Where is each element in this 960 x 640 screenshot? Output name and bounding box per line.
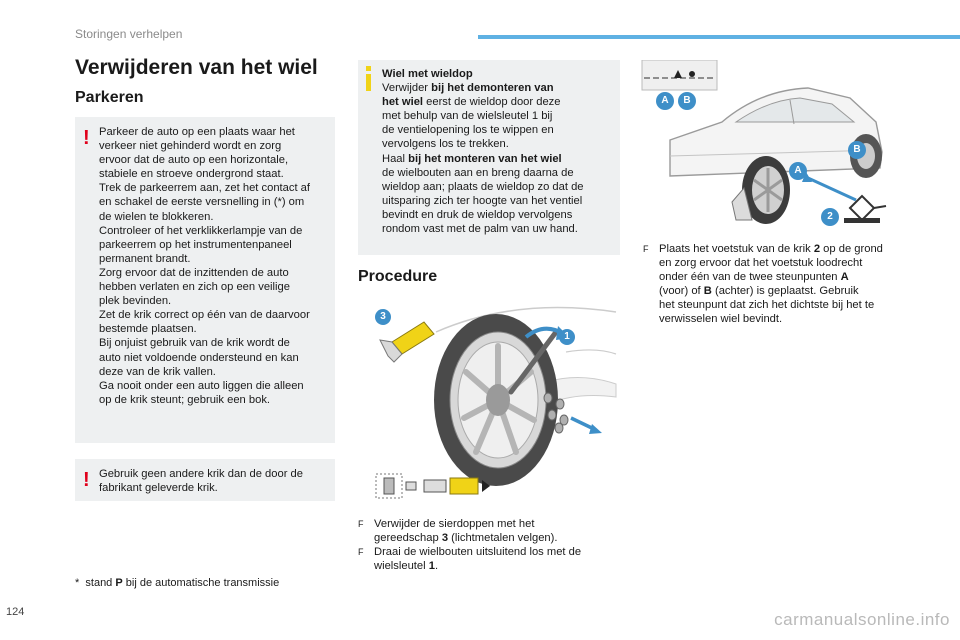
header-accent-bar [478,35,960,39]
procedure-steps [358,517,620,573]
callout-a-front: A [789,162,807,180]
warning-icon: ! [83,469,90,491]
krik-warning-box [75,459,335,501]
list-item: F Plaats het voetstuk van de krik 2 op de grond en zorg ervoor dat het voetstuk loodrecht onder één van de twee steunpunten A (voor) of B (achter) is geplaatst. Gebruik het steunpunt dat zich het dichtste bij het te verwisselen wiel bevindt. [643,243,883,326]
wheel-removal-illustration [366,292,620,510]
info-icon [365,66,372,92]
krik-warning-text: Gebruik geen andere krik dan de door de fabrikant geleverde krik. [99,468,303,495]
parkeren-heading: Parkeren [75,89,144,106]
callout-b-rear: B [848,141,866,159]
wieldop-text: Wiel met wieldop Verwijder bij het demonteren van het wiel eerst de wieldop door deze met behulp van de wielsleutel 1 bij de ventielopening los te wippen en vervolgens los te trekken. Haal bij het monteren van het wiel de wielbouten aan en breng daarna de wieldop aan; plaats de wieldop zo dat de uitsparing zich ter hoogte van het ventiel bevindt en druk de wieldop vervolgens rondom vast met de palm van uw hand. [382,68,584,236]
wieldop-info-box [358,60,620,255]
page-title: Verwijderen van het wiel [75,56,318,79]
callout-3: 3 [375,309,391,325]
parkeren-text: Parkeer de auto op een plaats waar het verkeer niet gehinderd wordt en zorg ervoor dat de auto op een horizontale, stabiele en stroeve ondergrond staat. Trek de parkeerrem aan, zet het contact af en schakel de eerste versnelling in (*) om de wielen te blokkeren. Controleer of het verklikkerlampje van de parkeerrem op het instrumentenpaneel permanent brandt. Zorg ervoor dat de inzittenden de auto hebben verlaten en zich op een veilige plek bevinden. Zet de krik correct op één van de daarvoor bestemde plaatsen. Bij onjuist gebruik van de krik wordt de auto niet voldoende ondersteund en kan deze van de krik vallen. Ga nooit onder een auto liggen die alleen op de krik steunt; gebruik een bok. [99,126,311,406]
page-number: 124 [6,606,25,618]
procedure-heading: Procedure [358,268,438,285]
parkeren-warning-box [75,117,335,443]
jack-instructions [643,242,913,327]
section-header: Storingen verhelpen [75,27,183,41]
callout-2: 2 [821,208,839,226]
list-item: F Draai de wielbouten uitsluitend los met de wielsleutel 1. [358,546,582,573]
footnote: * stand P bij de automatische transmissie [75,577,280,589]
callout-a-top: A [656,92,674,110]
callout-b-top: B [678,92,696,110]
warning-icon: ! [83,127,90,149]
watermark: carmanualsonline.info [774,610,950,629]
list-item: F Verwijder de sierdoppen met het gereedschap 3 (lichtmetalen velgen). [358,518,558,545]
callout-1: 1 [559,329,575,345]
